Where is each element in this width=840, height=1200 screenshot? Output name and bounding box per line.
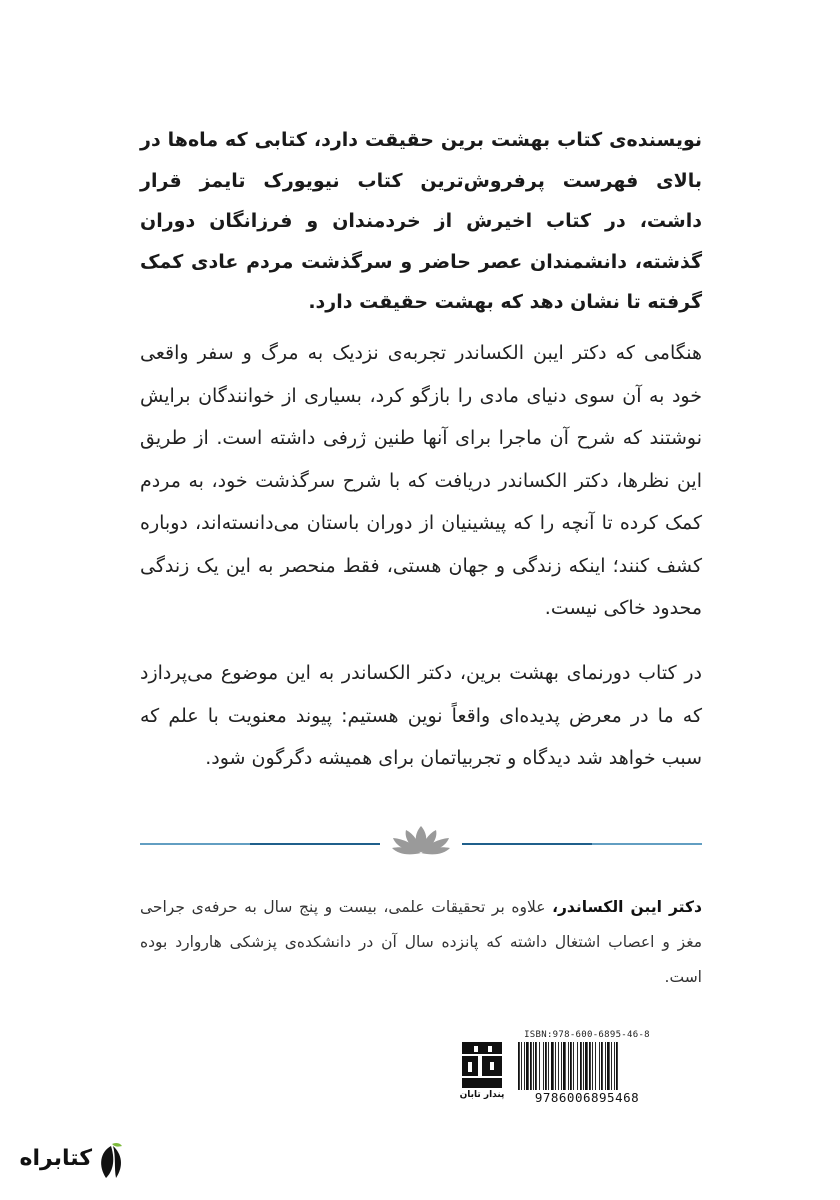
- isbn-label: ISBN:978-600-6895-46-8: [524, 1030, 650, 1040]
- blurb-paragraph-1: نویسنده‌ی کتاب بهشت برین حقیقت دارد، کتابی که ماه‌ها در بالای فهرست پرفروش‌ترین کتاب نیویورک تایمز قرار داشت، در کتاب اخیرش از خردمندان و فرزانگان دوران گذشته، دانشمندان عصر حاضر و سرگذشت مردم عادی کمک گرفته تا نشان دهد که بهشت حقیقت دارد.: [140, 129, 702, 313]
- isbn-number: 9786006895468: [534, 1090, 640, 1105]
- barcode-bars: [518, 1042, 656, 1090]
- blurb-paragraph-2: هنگامی که دکتر ایبن الکساندر تجربه‌ی نزدیک به مرگ و سفر واقعی خود به آن سوی دنیای مادی را بازگو کرد، بسیاری از خوانندگان برایش نوشتند که شرح آن ماجرا برای آنها طنین ژرفی داشته است. از طریق این نظرها، دکتر الکساندر دریافت که با شرح سرگذشت خود، به مردم کمک کرده تا آنچه را که پیشینیان از دوران باستان می‌دانسته‌اند، دوباره کشف کنند؛ اینکه زندگی و جهان هستی، فقط منحصر به این یک زندگی محدود خاکی نیست.: [140, 342, 702, 619]
- blurb-paragraph-3: در کتاب دورنمای بهشت برین، دکتر الکساندر به این موضوع می‌پردازد که ما در معرض پدیده‌ای واقعاً نوین هستیم: پیوند معنویت با علم که سبب خواهد شد دیدگاه و تجربیاتمان برای همیشه دگرگون شود.: [140, 662, 702, 769]
- lotus-icon: [392, 826, 450, 854]
- lotus-divider: [140, 820, 702, 860]
- author-bio-text: علاوه بر تحقیقات علمی، بیست و پنج سال به حرفه‌ی جراحی مغز و اعصاب اشتغال داشته که پانزده سال آن در دانشکده‌ی پزشکی هاروارد بوده است.: [140, 898, 702, 986]
- publisher-name: پندار تابان: [459, 1090, 505, 1100]
- ketabrah-wordmark: کتابراه: [19, 1146, 92, 1171]
- author-name: دکتر ایبن الکساندر،: [552, 898, 702, 916]
- ketabrah-logo: [18, 1140, 128, 1184]
- publisher-logo: [460, 1040, 504, 1104]
- ketabrah-leaf-icon: [94, 1142, 128, 1182]
- author-bio: [140, 890, 702, 995]
- isbn-barcode: [516, 1030, 658, 1106]
